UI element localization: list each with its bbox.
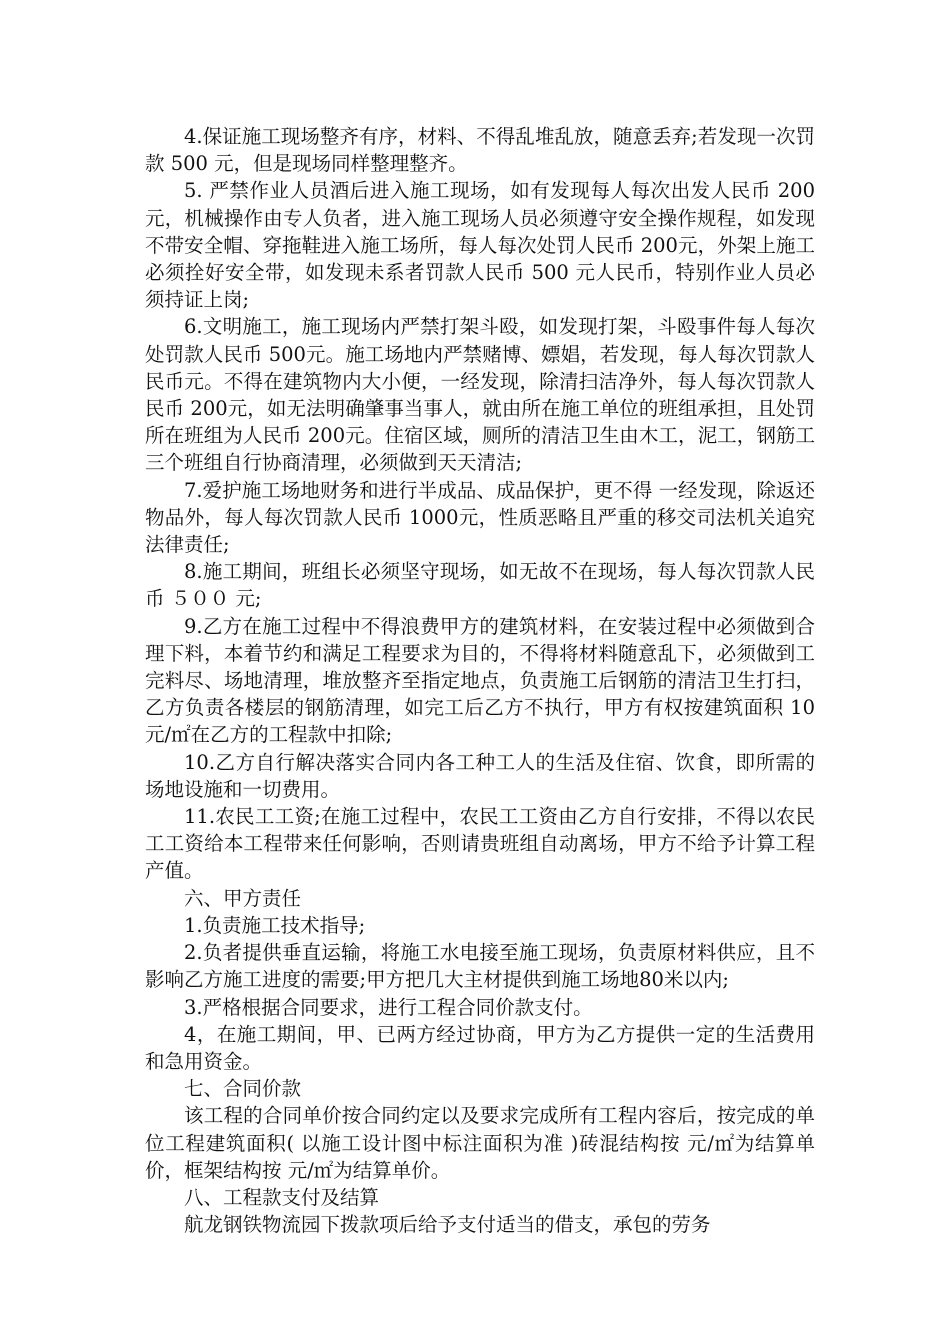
paragraph-clause-8-team-leader: 8.施工期间，班组长必须坚守现场，如无故不在现场，每人每次罚款人民币 ５００ 元;: [145, 560, 815, 611]
paragraph-clause-11-wages: 11.农民工工资;在施工过程中，农民工工资由乙方自行安排，不得以农民工工资给本工程带来任何影响，否则请贵班组自动离场，甲方不给予计算工程产值。: [145, 805, 815, 883]
paragraph-clause-10-living-costs: 10.乙方自行解决落实合同内各工种工人的生活及住宿、饮食，即所需的场地设施和一切费用。: [145, 750, 815, 801]
paragraph-clause-4-site-order: 4.保证施工现场整齐有序，材料、不得乱堆乱放，随意丢弃;若发现一次罚款 500 元，但是现场同样整理整齐。: [145, 125, 815, 176]
paragraph-party-a-item-2: 2.负者提供垂直运输，将施工水电接至施工现场，负责原材料供应，且不影响乙方施工进度的需要;甲方把几大主材提供到施工场地80米以内;: [145, 941, 815, 992]
paragraph-clause-7-property-protection: 7.爱护施工场地财务和进行半成品、成品保护，更不得 一经发现，除返还物品外，每人每次罚款人民币 1000元，性质恶略且严重的移交司法机关追究法律责任;: [145, 478, 815, 557]
paragraph-clause-6-civilized-construction: 6.文明施工，施工现场内严禁打架斗殴，如发现打架，斗殴事件每人每次处罚款人民币 500元。施工场地内严禁赌博、嫖娼，若发现，每人每次罚款人民币元。不得在建筑物内大小便，一经发现，除清扫洁净外，每人每次罚款人民币 200元，如无法明确肇事当事人，就由所在施工单位的班组承担，且处罚所在班组为人民币 200元。住宿区域，厕所的清洁卫生由木工，泥工，钢筋工三个班组自行协商清理，必须做到天天清洁;: [145, 315, 815, 475]
paragraph-party-a-item-1: 1.负责施工技术指导;: [184, 913, 366, 937]
paragraph-contract-price: 该工程的合同单价按合同约定以及要求完成所有工程内容后，按完成的单位工程建筑面积( 以施工设计图中标注面积为准 )砖混结构按 元/㎡为结算单价，框架结构按 元/㎡为结算单价。: [145, 1104, 815, 1182]
paragraph-clause-9-materials: 9.乙方在施工过程中不得浪费甲方的建筑材料，在安装过程中必须做到合理下料，本着节约和满足工程要求为目的，不得将材料随意乱下，必须做到工完料尽、场地清理，堆放整齐至指定地点，负责施工后钢筋的清洁卫生打扫，乙方负责各楼层的钢筋清理，如完工后乙方不执行，甲方有权按建筑面积 10元/㎡在乙方的工程款中扣除;: [145, 614, 815, 747]
paragraph-party-a-item-4: 4，在施工期间，甲、已两方经过协商，甲方为乙方提供一定的生活费用和急用资金。: [145, 1022, 815, 1073]
paragraph-clause-5-safety: 5. 严禁作业人员酒后进入施工现场，如有发现每人每次出发人民币 200元，机械操作由专人负者，进入施工现场人员必须遵守安全操作规程，如发现不带安全帽、穿拖鞋进入施工场所，每人每次处罚人民币 200元，外架上施工必须拴好安全带，如发现未系者罚款人民币 500 元人民币，特别作业人员必须持证上岗;: [145, 179, 815, 312]
section-heading-contract-price: 七、合同价款: [184, 1077, 302, 1101]
paragraph-payment-settlement: 航龙钢铁物流园下拨款项后给予支付适当的借支，承包的劳务: [184, 1213, 711, 1237]
section-heading-payment-settlement: 八、工程款支付及结算: [184, 1185, 380, 1209]
paragraph-party-a-item-3: 3.严格根据合同要求，进行工程合同价款支付。: [184, 995, 593, 1019]
contract-body: [145, 123, 815, 1238]
section-heading-party-a-duties: 六、甲方责任: [184, 886, 302, 910]
